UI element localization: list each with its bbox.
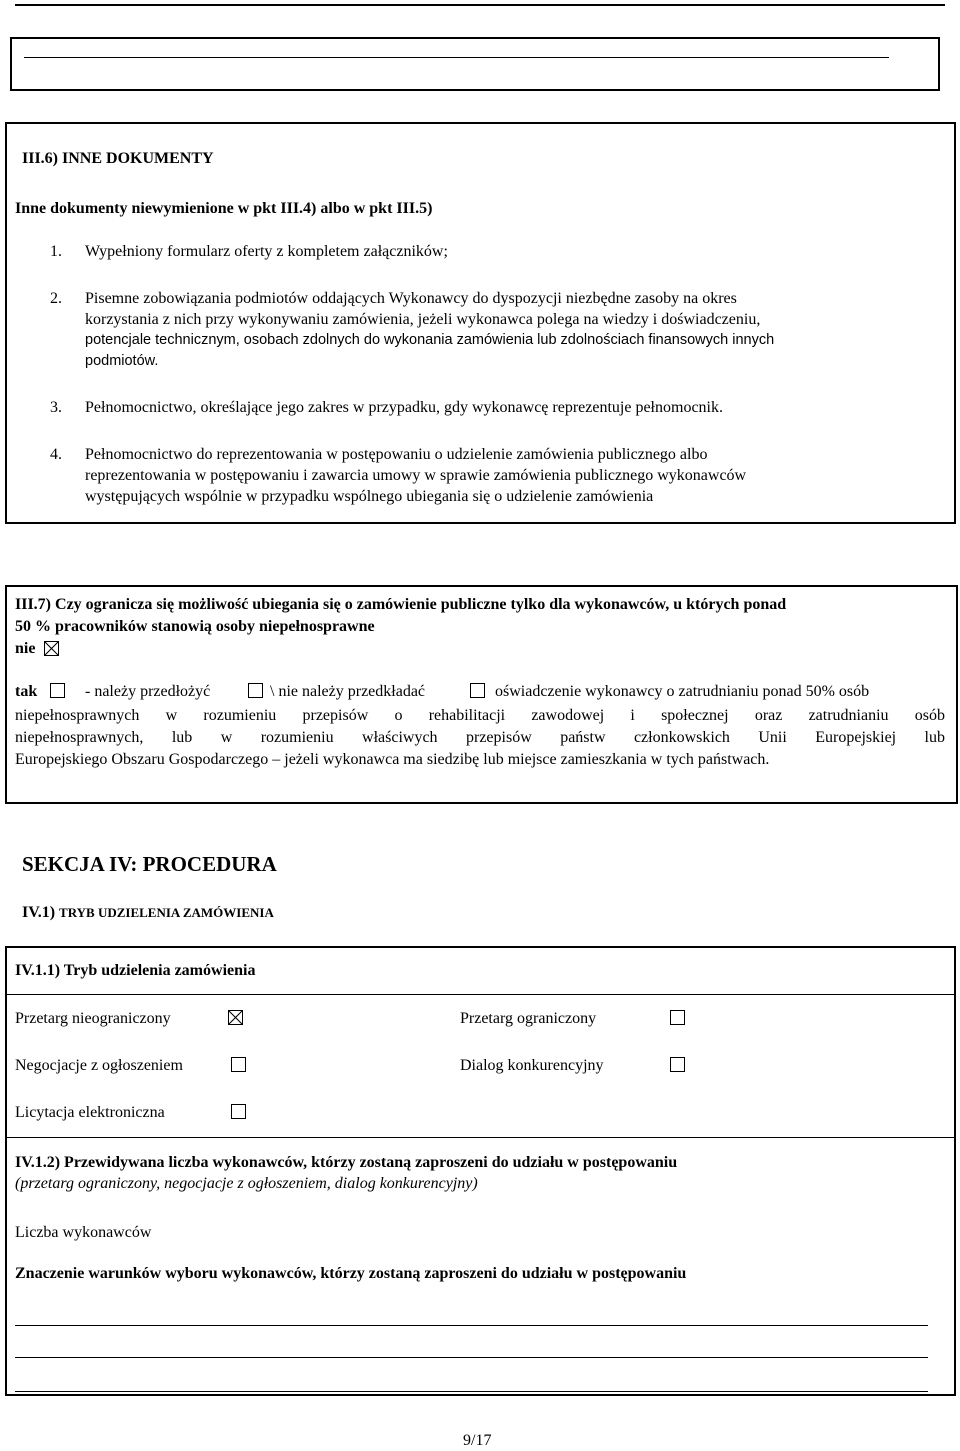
section-iii7-question: 50 % pracowników stanowią osoby niepełnosprawne [15, 618, 375, 635]
section-iv1-title: TRYB UDZIELENIA ZAMÓWIENIA [59, 905, 274, 920]
option-przetarg-nieograniczony-checkbox[interactable] [228, 1010, 243, 1025]
option-negocjacje-label: Negocjacje z ogłoszeniem [15, 1057, 183, 1074]
page-number: 9/17 [463, 1432, 492, 1449]
option-dialog-checkbox[interactable] [670, 1057, 685, 1072]
option-przetarg-ograniczony-label: Przetarg ograniczony [460, 1010, 597, 1027]
divider [7, 994, 954, 995]
option-przedlozyc-checkbox[interactable] [248, 683, 263, 698]
option-nie-przedkladac-checkbox[interactable] [470, 683, 485, 698]
list-item: reprezentowania w postępowaniu i zawarcia umowy w sprawie zamówienia publicznego wykonawców [85, 467, 747, 484]
checked-icon [45, 642, 58, 655]
list-item: Wypełniony formularz oferty z kompletem załączników; [85, 243, 448, 260]
option-przedlozyc-label: - należy przedłożyć [85, 683, 211, 700]
list-item-num: 2. [50, 290, 62, 307]
section-iv1-prefix: IV.1) [22, 904, 56, 921]
answer-line[interactable] [15, 1391, 928, 1392]
section-iii6-heading: III.6) INNE DOKUMENTY [22, 150, 214, 167]
section-iv111-heading: IV.1.1) Tryb udzielenia zamówienia [15, 962, 256, 979]
section-iv112-heading: IV.1.2) Przewidywana liczba wykonawców, którzy zostaną zaproszeni do udziału w postępowaniu [15, 1154, 678, 1171]
znaczenie-warunkow-label: Znaczenie warunków wyboru wykonawców, którzy zostaną zaproszeni do udziału w postępowaniu [15, 1265, 687, 1282]
top-field-box [10, 37, 940, 91]
list-item: korzystania z nich przy wykonywaniu zamówienia, jeżeli wykonawca polega na wiedzy i doświadczeniu, [85, 311, 761, 328]
section-iv112-note: (przetarg ograniczony, negocjacje z ogłoszeniem, dialog konkurencyjny) [15, 1175, 478, 1192]
checked-icon [229, 1011, 242, 1024]
option-nie-przedkladac-label: \ nie należy przedkładać [270, 683, 426, 700]
answer-line[interactable] [15, 1357, 928, 1358]
list-item-num: 4. [50, 446, 62, 463]
statement-text: niepełnosprawnych, lub w rozumieniu właściwych przepisów państw członkowskich Unii Europejskiej lub [15, 729, 945, 746]
option-licytacja-checkbox[interactable] [231, 1104, 246, 1119]
option-tak-checkbox[interactable] [50, 683, 65, 698]
list-item: Pełnomocnictwo, określające jego zakres w przypadku, gdy wykonawcę reprezentuje pełnomocnik. [85, 399, 723, 416]
list-item-num: 1. [50, 243, 62, 260]
top-rule [15, 4, 945, 6]
liczba-wykonawcow-label: Liczba wykonawców [15, 1224, 152, 1241]
section-iii6-subheading: Inne dokumenty niewymienione w pkt III.4) albo w pkt III.5) [15, 200, 433, 217]
list-item-num: 3. [50, 399, 62, 416]
option-dialog-label: Dialog konkurencyjny [460, 1057, 604, 1074]
statement-text: oświadczenie wykonawcy o zatrudnianiu ponad 50% osób [495, 683, 870, 700]
answer-line[interactable] [15, 1325, 928, 1326]
option-nie-label: nie [15, 640, 36, 657]
list-item: Pisemne zobowiązania podmiotów oddających Wykonawcy do dyspozycji niezbędne zasoby na okres [85, 290, 737, 307]
option-nie-checkbox[interactable] [44, 641, 59, 656]
section-iv-title: SEKCJA IV: PROCEDURA [22, 852, 277, 876]
section-iii7-question: III.7) Czy ogranicza się możliwość ubiegania się o zamówienie publiczne tylko dla wykonawców, u których ponad [15, 596, 787, 613]
section-iv1-heading [22, 902, 274, 923]
answer-line [24, 57, 889, 58]
option-przetarg-ograniczony-checkbox[interactable] [670, 1010, 685, 1025]
list-item: występujących wspólnie w przypadku wspólnego ubiegania się o udzielenie zamówienia [85, 488, 654, 505]
divider [7, 1137, 954, 1138]
option-negocjacje-checkbox[interactable] [231, 1057, 246, 1072]
option-licytacja-label: Licytacja elektroniczna [15, 1104, 165, 1121]
option-przetarg-nieograniczony-label: Przetarg nieograniczony [15, 1010, 171, 1027]
statement-text: Europejskiego Obszaru Gospodarczego – jeżeli wykonawca ma siedzibę lub miejsce zamieszkania w tych państwach. [15, 751, 770, 768]
list-item: Pełnomocnictwo do reprezentowania w postępowaniu o udzielenie zamówienia publicznego albo [85, 446, 708, 463]
statement-text: niepełnosprawnych w rozumieniu przepisów o rehabilitacji zawodowej i społecznej oraz zatrudnianiu osób [15, 707, 945, 724]
list-item: podmiotów. [85, 353, 159, 369]
list-item: potencjale technicznym, osobach zdolnych do wykonania zamówienia lub zdolnościach finansowych innych [85, 332, 775, 348]
option-tak-label: tak [15, 683, 38, 700]
